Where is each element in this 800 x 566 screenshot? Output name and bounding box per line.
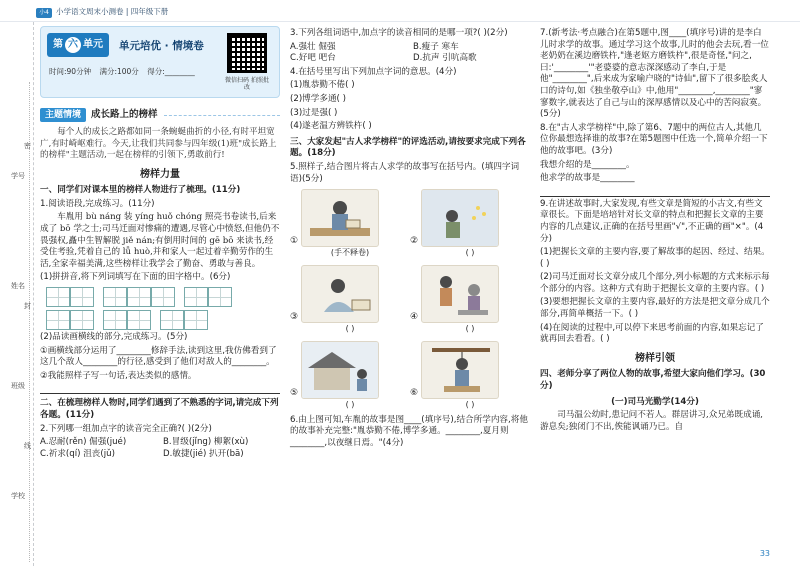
tian-box[interactable] bbox=[127, 287, 151, 307]
scholar-reading-image bbox=[301, 189, 379, 247]
question-9: 9.在讲述故事时,大家发现,有些文章是简短的小古文,有些文章很长。下面是培培针对长文章的特点和把握长文章的主要内容的几点建议,正确的在括号里画"√",不正确的画"×"。(4分) bbox=[540, 198, 764, 244]
illustration-3 bbox=[290, 265, 410, 335]
option-d[interactable]: D.抗声 引吭高歌 bbox=[413, 53, 477, 64]
question-1-1-2b: ②我能照样子写一句话,表达类似的感情。 bbox=[40, 370, 197, 381]
full-score: 满分:100分 bbox=[99, 67, 139, 76]
q4-item-4: (4)遂老温方辨铁杵( ) bbox=[290, 121, 372, 132]
circled-4: ④ bbox=[410, 311, 419, 322]
section-title-guide: 榜样引领 bbox=[635, 352, 675, 364]
divider bbox=[164, 115, 280, 116]
caption-5: ( ) bbox=[345, 399, 355, 409]
q9-item-2: (2)司马迁面对长文章分成几个部分,列小标题的方式来标示每个部分的内容。这种方式有助于把握长文章的主要内容。( ) bbox=[540, 272, 770, 294]
page-number: 33 bbox=[759, 549, 770, 559]
illustration-1 bbox=[290, 189, 410, 259]
question-section-3: 三、大家发起"古人求学榜样"的评选活动,请按要求完成下列各题。(18分) bbox=[290, 136, 526, 159]
cut-line bbox=[29, 82, 30, 562]
illustration-6 bbox=[410, 341, 530, 411]
tian-box[interactable] bbox=[208, 287, 232, 307]
grade-badge: 小4 bbox=[36, 8, 52, 18]
illustration-2 bbox=[410, 189, 530, 259]
theme-banner bbox=[40, 106, 280, 124]
tian-box[interactable] bbox=[160, 310, 184, 330]
tian-box[interactable] bbox=[46, 287, 70, 307]
theme-text: 成长路上的榜样 bbox=[91, 108, 158, 120]
q4-item-3: (3)过是强( ) bbox=[290, 107, 338, 118]
qr-code-icon[interactable] bbox=[227, 33, 267, 73]
binding-margin bbox=[0, 22, 34, 566]
q8-line-a: 我想介绍的是________。 bbox=[540, 159, 635, 170]
option-d[interactable]: D.敏捷(jié) 扒开(bā) bbox=[163, 448, 244, 459]
illustration-5 bbox=[290, 341, 410, 411]
option-c[interactable]: C.祈求(qí) 沮丧(jǔ) bbox=[40, 448, 115, 459]
illustration-grid bbox=[290, 189, 530, 410]
top-bar bbox=[0, 0, 800, 22]
circled-3: ③ bbox=[290, 311, 299, 322]
story-text: 司马温公幼时,患记问不若人。群居讲习,众兄弟既成诵,游息矣;独闭门不出,俟能讽诵乃已。自 bbox=[540, 410, 764, 432]
unit-chip bbox=[47, 33, 109, 57]
tian-box[interactable] bbox=[184, 310, 208, 330]
tian-box[interactable] bbox=[103, 287, 127, 307]
column-1 bbox=[40, 26, 280, 460]
scholar-writing-image bbox=[301, 265, 379, 323]
margin-cut-1: 密 bbox=[24, 142, 31, 150]
unit-header bbox=[40, 26, 280, 98]
circled-2: ② bbox=[410, 235, 419, 246]
circled-1: ① bbox=[290, 235, 299, 246]
illustration-4 bbox=[410, 265, 530, 335]
story-title: (一)司马光勤学(14分) bbox=[611, 396, 699, 407]
option-a[interactable]: A.强壮 倔强 bbox=[290, 41, 336, 52]
margin-label-id: 学号 bbox=[11, 172, 25, 180]
unit-suffix: 单元 bbox=[83, 39, 103, 50]
margin-cut-2: 封 bbox=[24, 302, 31, 310]
circled-5: ⑤ bbox=[290, 387, 299, 398]
question-1-1-2: (2)品读画横线的部分,完成练习。(5分) bbox=[40, 332, 188, 343]
question-1-1: 1.阅读语段,完成练习。(11分) bbox=[40, 198, 155, 209]
tian-box[interactable] bbox=[127, 310, 151, 330]
question-1-1-1: (1)拼拼音,将下列词填写在下面的田字格中。(6分) bbox=[40, 272, 231, 283]
fireflies-reading-image bbox=[421, 189, 499, 247]
question-2: 二、在梳理榜样人物时,同学们遇到了不熟悉的字词,请完成下列各题。(11分) bbox=[40, 398, 279, 420]
margin-cut-3: 线 bbox=[24, 442, 31, 450]
time-limit: 时间:90分钟 bbox=[49, 67, 92, 76]
tian-grid-row-2 bbox=[46, 310, 280, 330]
tian-box[interactable] bbox=[46, 310, 70, 330]
margin-label-class: 班级 bbox=[11, 382, 25, 390]
option-b[interactable]: B.冒级(jǐng) 柳絮(xù) bbox=[163, 437, 249, 448]
question-4: 4.在括号里写出下列加点字词的意思。(4分) bbox=[290, 66, 457, 77]
margin-label-name: 姓名 bbox=[11, 282, 25, 290]
q4-item-2: (2)博学多通( ) bbox=[290, 93, 346, 104]
question-2-2: 2.下列哪一组加点字的读音完全正确?( )(2分) bbox=[40, 423, 212, 434]
question-section-4: 四、老师分享了两位人物的故事,希望大家向他们学习。(30分) bbox=[540, 369, 766, 391]
q8-line-b: 他求学的故事是________ bbox=[540, 173, 635, 184]
q4-item-1: (1)胤恭勤不倦( ) bbox=[290, 80, 355, 91]
grinding-rod-image bbox=[421, 265, 499, 323]
unit-prefix: 第 bbox=[53, 39, 63, 50]
tian-box[interactable] bbox=[103, 310, 127, 330]
tian-box[interactable] bbox=[70, 287, 94, 307]
q9-item-1: (1)把握长文章的主要内容,要了解故事的起因、经过、结果。( ) bbox=[540, 247, 770, 269]
unit-number: 六 bbox=[65, 37, 81, 53]
snow-reading-image bbox=[301, 341, 379, 399]
tian-grid-row-1 bbox=[46, 287, 280, 307]
score-field: 得分:________ bbox=[147, 67, 195, 76]
hanging-hair-image bbox=[421, 341, 499, 399]
tian-box[interactable] bbox=[151, 287, 175, 307]
option-c[interactable]: C.好吧 吧台 bbox=[290, 53, 336, 64]
section-title-power: 榜样力量 bbox=[140, 168, 180, 180]
question-1-1-2a: ①画横线部分运用了________修辞手法,读到这里,我仿佛看到了这几个敌人________的行径,感受到了他们对敌人的________。 bbox=[40, 345, 277, 368]
option-a[interactable]: A.忍耐(rěn) 倔强(jué) bbox=[40, 437, 127, 448]
caption-6: ( ) bbox=[465, 399, 475, 409]
margin-label-school: 学校 bbox=[11, 492, 25, 500]
option-b[interactable]: B.瘦子 寒车 bbox=[413, 41, 459, 52]
question-7: 7.(新考法·考点融合)在第5题中,图____(填序号)讲的是李白儿时求学的故事。通过学习这个故事,儿时的他会去玩,看一位老奶奶在溪边磨铁杵,"逢老妪方磨铁杵",很是奇怪,"问之,曰:'________'"老婆婆的意志深深感动了李白,于是他"________",后来成为家喻户晓的"诗仙",留下了很多脍炙人口的诗句,如《独坐敬亭山》中,他用"________,________"寥寥数字,就表达了自己与山的深厚感情以及心中的苦闷寂寞。(5分) bbox=[540, 28, 769, 120]
column-3 bbox=[540, 26, 770, 433]
series-title: 小学语文周末小测卷 | 四年级下册 bbox=[56, 7, 169, 16]
q9-item-3: (3)要想把握长文章的主要内容,最好的方法是把文章分成几个部分,再简单概括一下。( ) bbox=[540, 297, 770, 320]
question-8: 8.在"古人求学榜样"中,除了第6、7题中的两位古人,其他几位你最想选择谁的故事?在第5题图中任选一个,简单介绍一下他的故事吧。(3分) bbox=[540, 122, 768, 156]
tian-box[interactable] bbox=[70, 310, 94, 330]
question-1: 一、同学们对课本里的榜样人物进行了梳理。(11分) bbox=[40, 185, 241, 196]
caption-2: ( ) bbox=[465, 248, 475, 258]
theme-tag: 主题情境 bbox=[40, 108, 86, 122]
unit-title: 单元培优 · 情境卷 bbox=[119, 40, 204, 52]
question-6: 6.由上图可知,车胤的故事是图____(填序号),结合所学内容,将他的故事补充完整:"胤恭勤不倦,博学多通。________,夏月则________,以夜继日焉。"(4分) bbox=[290, 414, 528, 448]
circled-6: ⑥ bbox=[410, 387, 419, 398]
answer-line[interactable] bbox=[40, 384, 280, 394]
question-3: 3.下列各组词语中,加点字的读音相同的是哪一项?( )(2分) bbox=[290, 28, 508, 38]
answer-line[interactable] bbox=[540, 187, 770, 197]
q9-item-4: (4)在阅读的过程中,可以停下来思考前面的内容,如果忘记了就再回去看看。( ) bbox=[540, 322, 764, 345]
exam-meta bbox=[49, 67, 201, 77]
qr-caption: 微信扫码 拍照批改 bbox=[225, 77, 269, 92]
options-q3 bbox=[290, 42, 530, 65]
options-q2 bbox=[40, 437, 280, 460]
passage: 车胤用 bù náng 装 yíng huǒ chóng 照亮书卷读书,后来成了 bō 学之士;司马迁面对惨痛的遭遇,尽管心中愤怒,但他仍不畏强权,矗中生智解脱 jiě nán;有倒用时间的 gē bō 来读书,经受住考验,凭着自己的 lǚ huò,并和家人一起过着辛勤劳作的生活,全家幸福美满,这些榜样让我学会了勤奋、勇敢与善良。 bbox=[40, 212, 280, 269]
intro-paragraph: 每个人的成长之路都如同一条蜿蜒曲折的小径,有时平坦宽广,有时崎岖难行。今天,让我们共同参与四年级(1)班"成长路上的榜样"主题活动,一起在榜样的引领下,勇敢前行! bbox=[40, 127, 277, 161]
column-2 bbox=[290, 26, 530, 449]
caption-4: ( ) bbox=[465, 323, 475, 333]
caption-1: (手不释卷) bbox=[330, 248, 370, 258]
tian-box[interactable] bbox=[184, 287, 208, 307]
caption-3: ( ) bbox=[345, 323, 355, 333]
question-5: 5.照样子,结合图片将古人求学的故事写在括号内。(填四字词语)(5分) bbox=[290, 161, 520, 184]
